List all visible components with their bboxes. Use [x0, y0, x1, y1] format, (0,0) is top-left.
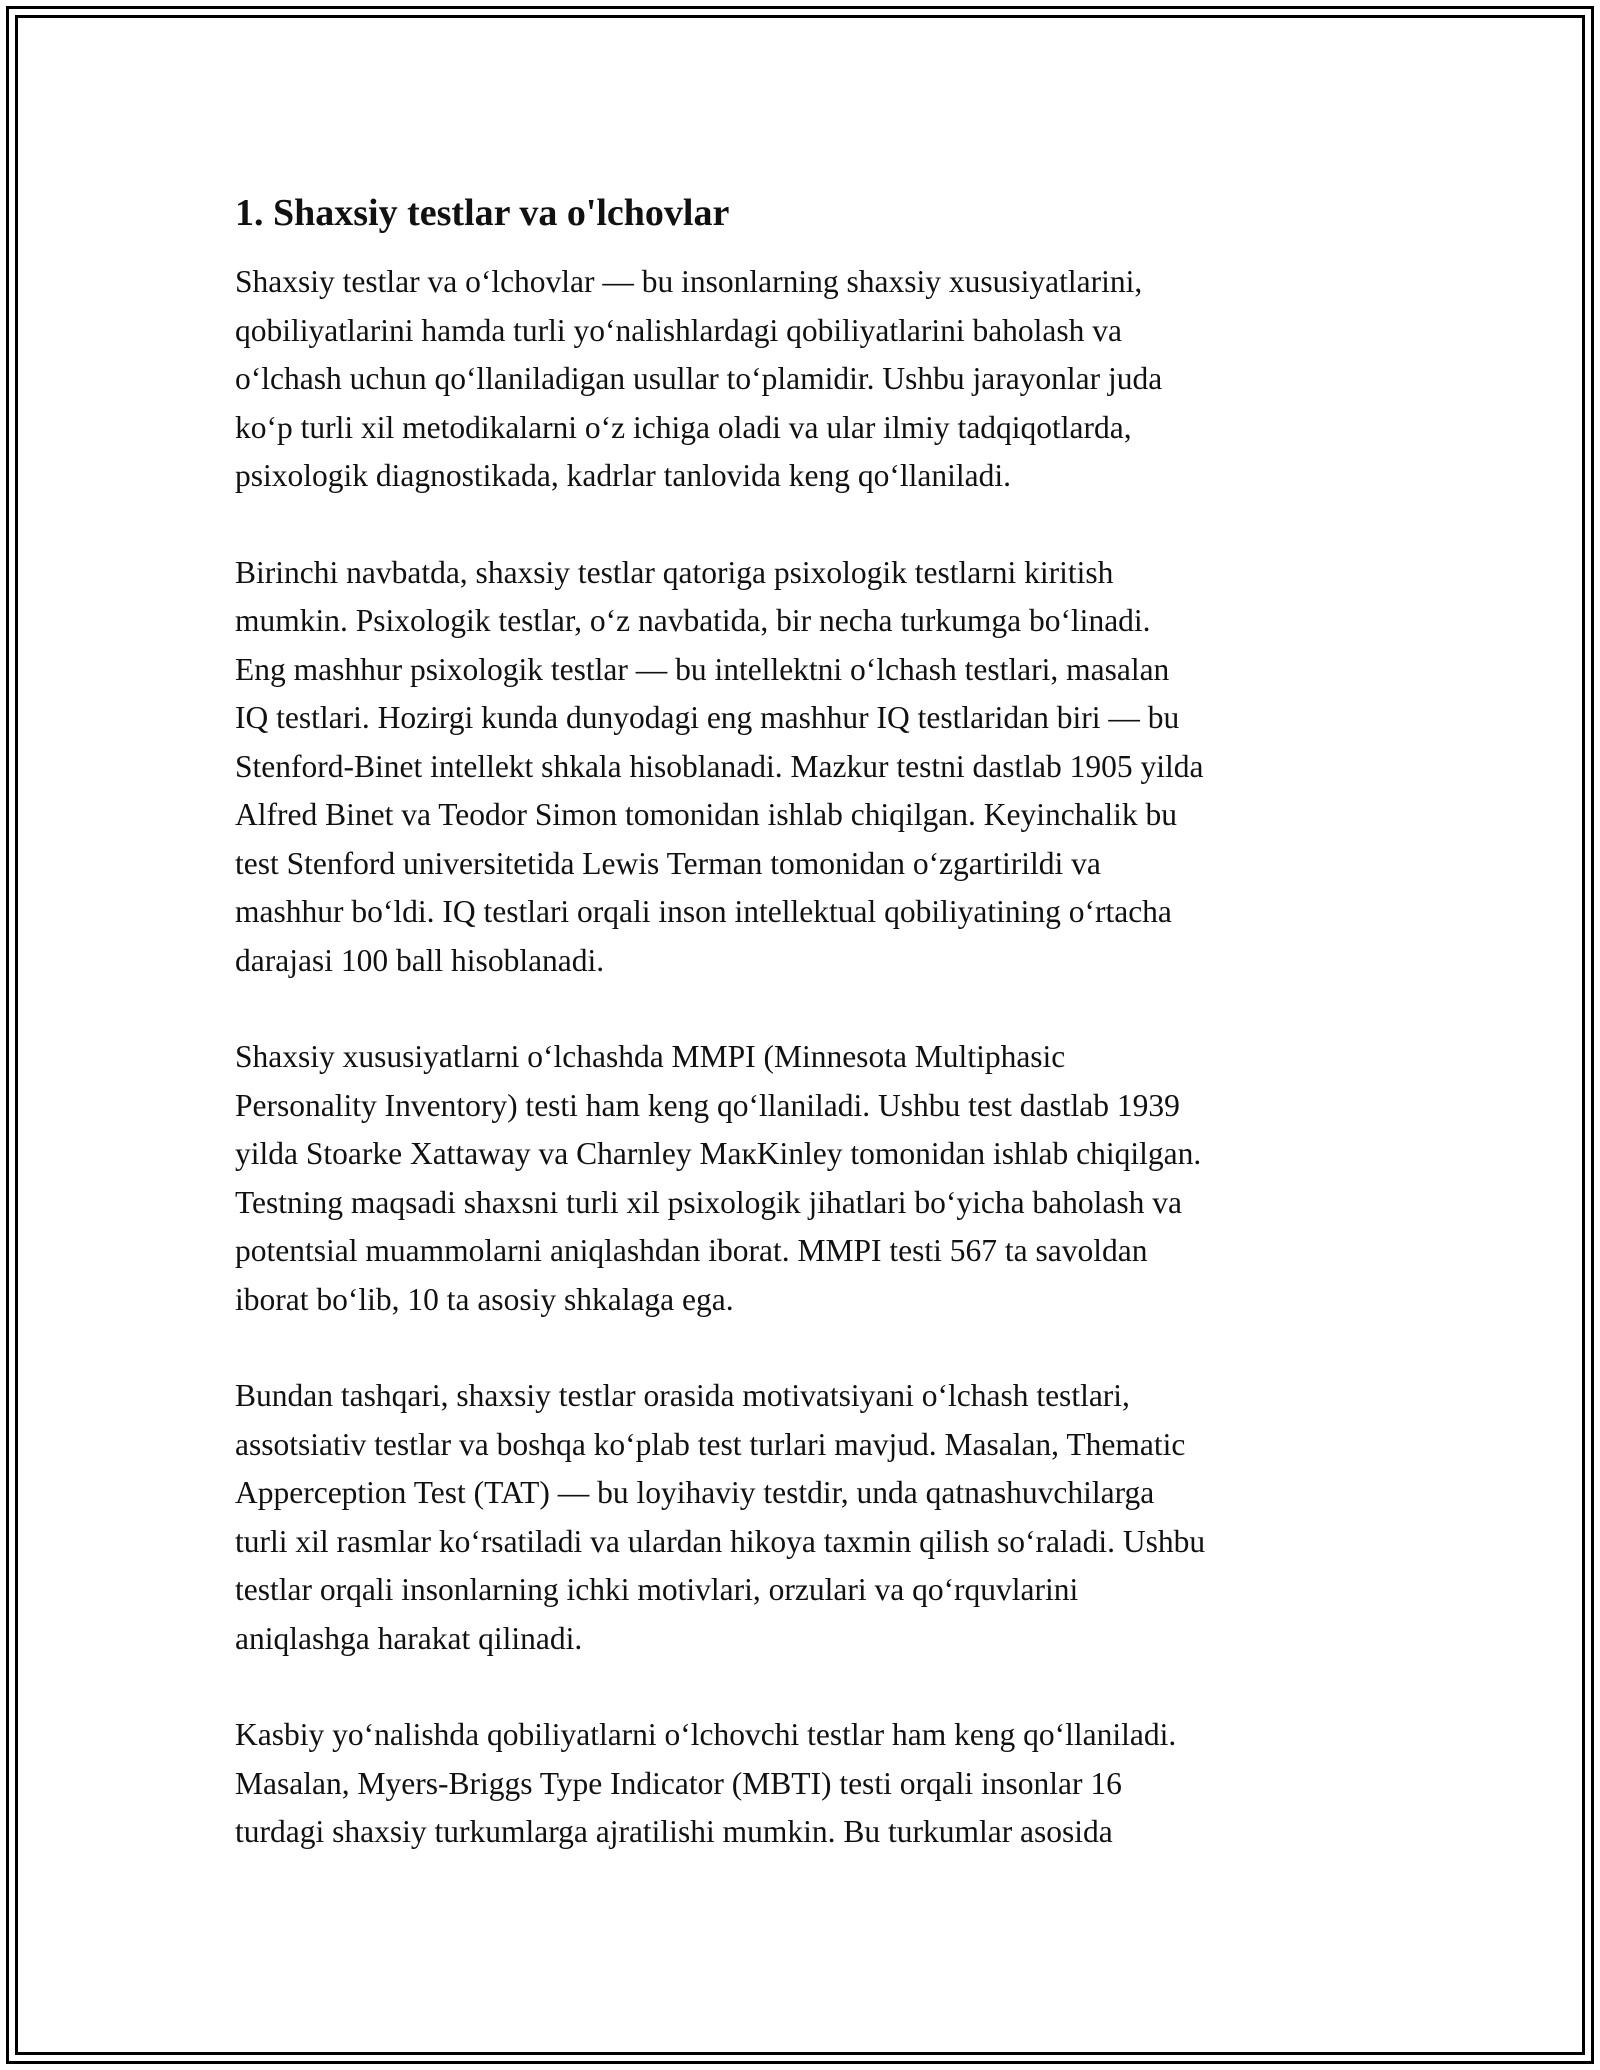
text-line: Birinchi navbatda, shaxsiy testlar qatoriga psixologik testlarni kiritish	[235, 554, 1114, 590]
text-line: mumkin. Psixologik testlar, o‘z navbatida, bir necha turkumga bo‘linadi.	[235, 603, 1151, 638]
text-line: IQ testlari. Hozirgi kunda dunyodagi eng mashhur IQ testlaridan biri — bu	[235, 700, 1180, 735]
document-body	[235, 188, 1375, 1905]
text-line: Apperception Test (TAT) — bu loyihaviy testdir, unda qatnashuvchilarga	[235, 1475, 1155, 1510]
text-line: potentsial muammolarni aniqlashdan iborat. MMPI testi 567 ta savoldan	[235, 1233, 1148, 1268]
text-line: qobiliyatlarini hamda turli yo‘nalishlardagi qobiliyatlarini baholash va	[235, 312, 1123, 348]
text-line: Testning maqsadi shaxsni turli xil psixologik jihatlari bo‘yicha baholash va	[235, 1184, 1183, 1220]
text-line: Shaxsiy testlar va o‘lchovlar — bu insonlarning shaxsiy xususiyatlarini,	[235, 264, 1143, 299]
text-line: psixologik diagnostikada, kadrlar tanlovida keng qo‘llaniladi.	[235, 458, 1011, 493]
text-line: test Stenford universitetida Lewis Terman tomonidan o‘zgartirildi va	[235, 845, 1101, 881]
text-line: turdagi shaxsiy turkumlarga ajratilishi mumkin. Bu turkumlar asosida	[235, 1814, 1113, 1849]
text-line: turli xil rasmlar ko‘rsatiladi va ulardan hikoya taxmin qilish so‘raladi. Ushbu	[235, 1523, 1206, 1559]
paragraph-1	[235, 258, 1375, 501]
text-line: Bundan tashqari, shaxsiy testlar orasida motivatsiyani o‘lchash testlari,	[235, 1378, 1130, 1413]
text-line: assotsiativ testlar va boshqa ko‘plab test turlari mavjud. Masalan, Thematic	[235, 1426, 1186, 1462]
text-line: Masalan, Myers-Briggs Type Indicator (MBTI) testi orqali insonlar 16	[235, 1765, 1122, 1801]
text-line: Stenford-Binet intellekt shkala hisoblanadi. Mazkur testni dastlab 1905 yilda	[235, 748, 1204, 784]
paragraph-2	[235, 549, 1375, 986]
text-line: testlar orqali insonlarning ichki motivlari, orzulari va qo‘rquvlarini	[235, 1572, 1079, 1607]
text-line: Personality Inventory) testi ham keng qo‘llaniladi. Ushbu test dastlab 1939	[235, 1087, 1180, 1123]
section-heading: 1. Shaxsiy testlar va o'lchovlar	[235, 192, 730, 234]
text-line: darajasi 100 ball hisoblanadi.	[235, 942, 605, 978]
text-line: iborat bo‘lib, 10 ta asosiy shkalaga ega.	[235, 1281, 734, 1317]
text-line: yilda Stoarke Xattaway va Charnley MaкKinley tomonidan ishlab chiqilgan.	[235, 1136, 1202, 1171]
text-line: mashhur bo‘ldi. IQ testlari orqali inson intellektual qobiliyatining o‘rtacha	[235, 894, 1172, 929]
text-line: o‘lchash uchun qo‘llaniladigan usullar to‘plamidir. Ushbu jarayonlar juda	[235, 361, 1163, 396]
text-line: Alfred Binet va Teodor Simon tomonidan ishlab chiqilgan. Keyinchalik bu	[235, 797, 1178, 832]
text-line: ko‘p turli xil metodikalarni o‘z ichiga oladi va ular ilmiy tadqiqotlarda,	[235, 409, 1132, 445]
paragraph-3	[235, 1033, 1375, 1324]
text-line: Kasbiy yo‘nalishda qobiliyatlarni o‘lchovchi testlar ham keng qo‘llaniladi.	[235, 1717, 1177, 1752]
paragraph-4	[235, 1372, 1375, 1663]
text-line: Eng mashhur psixologik testlar — bu intellektni o‘lchash testlari, masalan	[235, 651, 1170, 687]
text-line: Shaxsiy xususiyatlarni o‘lchashda MMPI (Minnesota Multiphasic	[235, 1039, 1066, 1074]
text-line: aniqlashga harakat qilinadi.	[235, 1620, 583, 1656]
paragraph-5	[235, 1711, 1375, 1857]
